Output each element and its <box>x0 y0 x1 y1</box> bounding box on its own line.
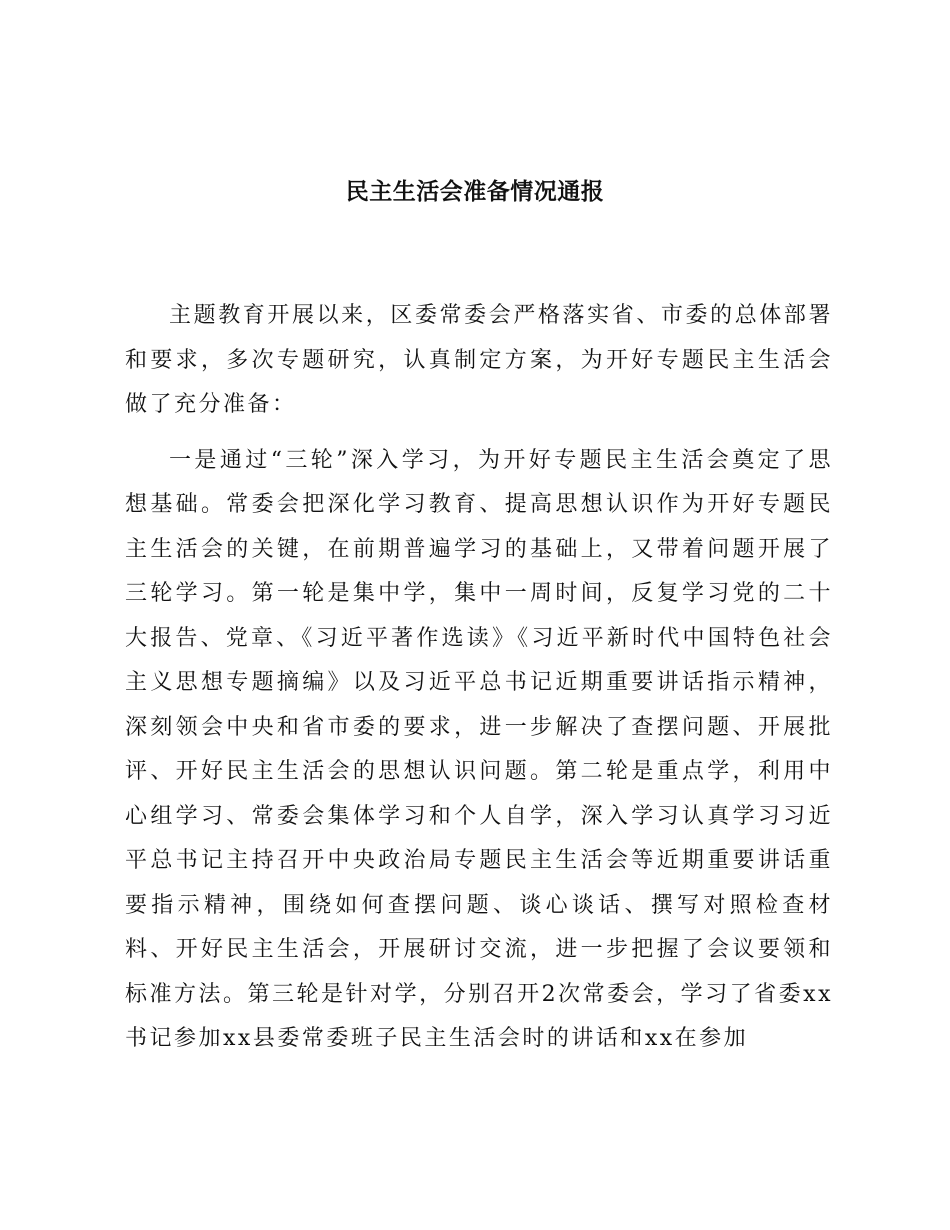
paragraph-intro: 主题教育开展以来，区委常委会严格落实省、市委的总体部署和要求，多次专题研究，认真制定方案，为开好专题民主生活会做了充分准备： <box>125 303 833 417</box>
paragraph-study: 一是通过“三轮”深入学习，为开好专题民主生活会奠定了思想基础。常委会把深化学习教育、提高思想认识作为开好专题民主生活会的关键，在前期普遍学习的基础上，又带着问题开展了三轮学习。第一轮是集中学，集中一周时间，反复学习党的二十大报告、党章、《习近平著作选读》《习近平新时代中国特色社会主义思想专题摘编》以及习近平总书记近期重要讲话指示精神，深刻领会中央和省市委的要求，进一步解决了查摆问题、开展批评、开好民主生活会的思想认识问题。第二轮是重点学，利用中心组学习、常委会集体学习和个人自学，深入学习认真学习习近平总书记主持召开中央政治局专题民主生活会等近期重要讲话重要指示精神，围绕如何查摆问题、谈心谈话、撰写对照检查材料、开好民主生活会，开展研讨交流，进一步把握了会议要领和标准方法。第三轮是针对学，分别召开2次常委会，学习了省委xx书记参加xx县委常委班子民主生活会时的讲话和xx在参加 <box>125 447 833 1051</box>
document-title: 民主生活会准备情况通报 <box>345 178 605 205</box>
document-body <box>125 294 833 1062</box>
